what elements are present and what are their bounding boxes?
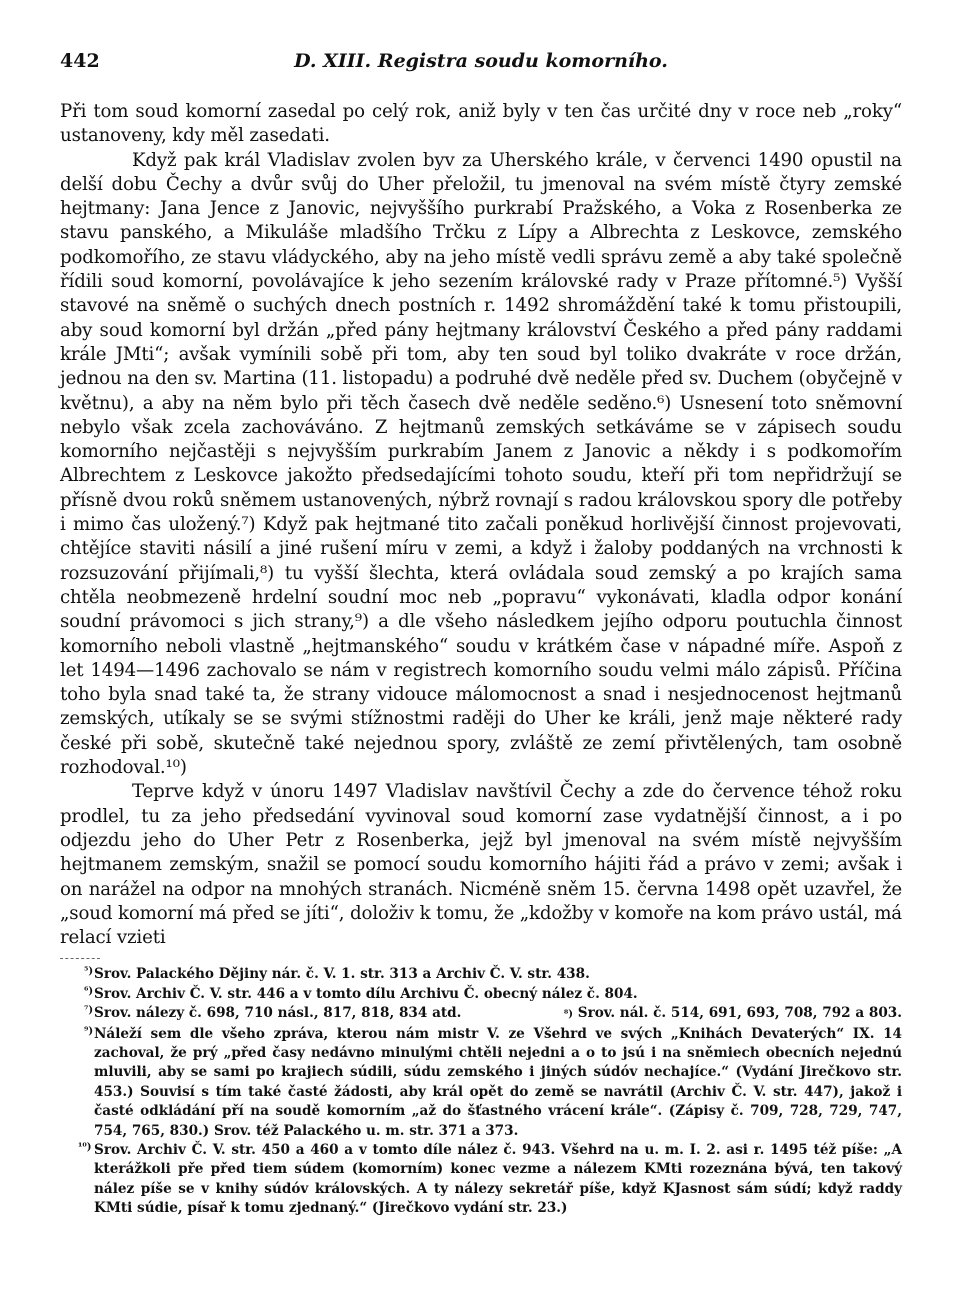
- footnote-text: Náleží sem dle všeho zpráva, kterou nám mistr V. ze Všehrd ve svých „Knihách Devaterých“ IX. 14 zachoval, že prý „před časy nedávno minulými chtěli nejedni a o to jsú i na sněmiech obecních nejednú mluvili, aby se sami po krajiech súdili, súdu zemského i jiných súdóv nechajíce.“ (Vydání Jirečkovo str. 453.) Souvisí s tím také časté žádosti, aby král opět do země se navrátil (Archiv Č. V. str. 447), jakož i časté odkládání pří na soudě komorním „až do šťastného vrácení krále“. (Zápisy č. 709, 728, 729, 747, 754, 765, 830.) Srov. též Palackého u. m. str. 371 a 373.: [94, 1025, 902, 1139]
- page-header: [60, 44, 902, 74]
- footnote-text: Srov. nál. č. 514, 691, 693, 708, 792 a 803.: [577, 1005, 902, 1022]
- footnote-mark: ⁸): [563, 1009, 574, 1021]
- footnote-mark: ⁹): [84, 1025, 94, 1037]
- body-text: [60, 100, 902, 950]
- footnote-mark: ⁶): [84, 985, 94, 997]
- document-page: [60, 44, 902, 1219]
- footnote-text: Srov. Palackého Dějiny nár. č. V. 1. str. 313 a Archiv Č. V. str. 438.: [94, 966, 590, 983]
- running-title: D. XIII. Registra soudu komorního.: [294, 50, 668, 72]
- paragraph: Při tom soud komorní zasedal po celý rok, aniž byly v ten čas určité dny v roce neb „roky“ ustanoveny, kdy měl zasedati.: [60, 101, 902, 147]
- footnote: [60, 965, 902, 984]
- paragraph: Když pak král Vladislav zvolen byv za Uherského krále, v červenci 1490 opustil na delší dobu Čechy a dvůr svůj do Uher přeložil, tu jmenoval na svém místě čtyry zemské hejtmany: Jana Jence z Janovic, nejvyššího purkrabí Pražského, a Voka z Rosenberka ze stavu panského, a Mikuláše mladšího Trčku z Lípy a Albrechta z Leskovce, zemského podkomořího, ze stavu vládyckého, aby na jeho místě vedli správu země a aby také společně řídili soud komorní, povolávajíce k jeho sezením královské rady v Praze přítomné.⁵) Vyšší stavové na sněmě o suchých dnech postních r. 1492 shromáždění také k tomu přistoupili, aby soud komorní byl držán „před pány hejtmany království Českého a před pány raddami krále JMti“; avšak vymínili sobě při tom, aby ten soud byl toliko dvakráte v roce držán, jednou na den sv. Martina (11. listopadu) a podruhé dvě neděle před sv. Duchem (obyčejně v květnu), a aby na něm bylo při těch časech dvě neděle seděno.⁶) Usnesení toto sněmovní nebylo však zcela zachováváno. Z hejtmanů zemských setkáváme se v zápisech soudu komorního nejčastěji s nejvyšším purkrabím Janem z Janovic a někdy i s podkomořím Albrechtem z Leskovce jakožto předsedajícími tohoto soudu, kteří při tom nepřidržují se přísně dvou roků sněmem ustanovených, nýbrž rovnají s radou královskou spory dle potřeby i mimo čas uložený.⁷) Když pak hejtmané tito začali poněkud horlivější činnost projevovati, chtějíce staviti násilí a jiné rušení míru v zemi, a když i žaloby poddaných na vrchnosti k rozsuzování přijímali,⁸) tu vyšší šlechta, která ovládala soud zemský a po krajích sama chtěla neobmezeně hrdelní soudní moc neb „popravu“ vykonávati, kladla odpor konání soudní právomoci s jich strany,⁹) a dle všeho následkem jejího odporu poutuchla činnost komorního neboli vlastně „hejtmanského“ soudu v krátkém čase v nápadné míře. Aspoň z let 1494—1496 zachovalo se nám v registrech komorního soudu velmi málo zápisů. Příčina toho byla snad také ta, že strany vidouce málomocnost a snad i nesjednocenost hejtmanů zemských, utíkaly se se svými stížnostmi raději do Uher ke králi, jenž maje některé rady české při sobě, skutečně také nejednou spory, zvláště ze zemí přivtělených, tam osobně rozhodoval.¹⁰): [60, 149, 902, 779]
- footnotes: [60, 965, 902, 1218]
- page-number: 442: [60, 50, 100, 72]
- footnote-inline: [564, 1004, 902, 1024]
- footnote-text: Srov. nálezy č. 698, 710 násl., 817, 818, 834 atd.: [94, 1005, 462, 1022]
- footnote-mark: ¹⁰): [78, 1142, 92, 1154]
- footnote: [60, 985, 902, 1004]
- paragraph: Teprve když v únoru 1497 Vladislav navštívil Čechy a zde do července téhož roku prodlel, tu za jeho předsedání vyvinoval soud komorní zase vydatnější činnost, a i po odjezdu jeho do Uher Petr z Rosenberka, jejž byl jmenoval na svém místě nejvyšším hejtmanem zemským, snažil se pomocí soudu komorního hájiti řád a právo v zemi; avšak i on narážel na odpor na mnohých stranách. Nicméně sněm 15. června 1498 opět uzavřel, že „soud komorní má před se jíti“, doloživ k tomu, že „kdožby v komoře na kom právo ustál, má relací vzieti: [60, 781, 902, 949]
- footnote-mark: ⁷): [84, 1005, 94, 1017]
- footnote: [60, 1025, 902, 1141]
- footnote-text: Srov. Archiv Č. V. str. 450 a 460 a v tomto díle nález č. 943. Všehrd na u. m. I. 2. asi r. 1495 též píše: „A kterážkoli pře před tiem súdem (komorním) konec vezme a nálezem KMti rozeznána bývá, ten takový nález píše se v knihy súdóv královských. A ty nálezy sekretář píše, když KJasnost sám súdí; když raddy KMti súdie, písař k tomu zjednaný.“ (Jirečkovo vydání str. 23.): [94, 1142, 902, 1217]
- footnote-mark: ⁵): [84, 966, 94, 978]
- footnote-pair: [60, 1004, 902, 1024]
- footnote-text: Srov. Archiv Č. V. str. 446 a v tomto dílu Archivu Č. obecný nález č. 804.: [94, 985, 638, 1002]
- footnote-separator: [60, 958, 100, 959]
- footnote: [60, 1141, 902, 1219]
